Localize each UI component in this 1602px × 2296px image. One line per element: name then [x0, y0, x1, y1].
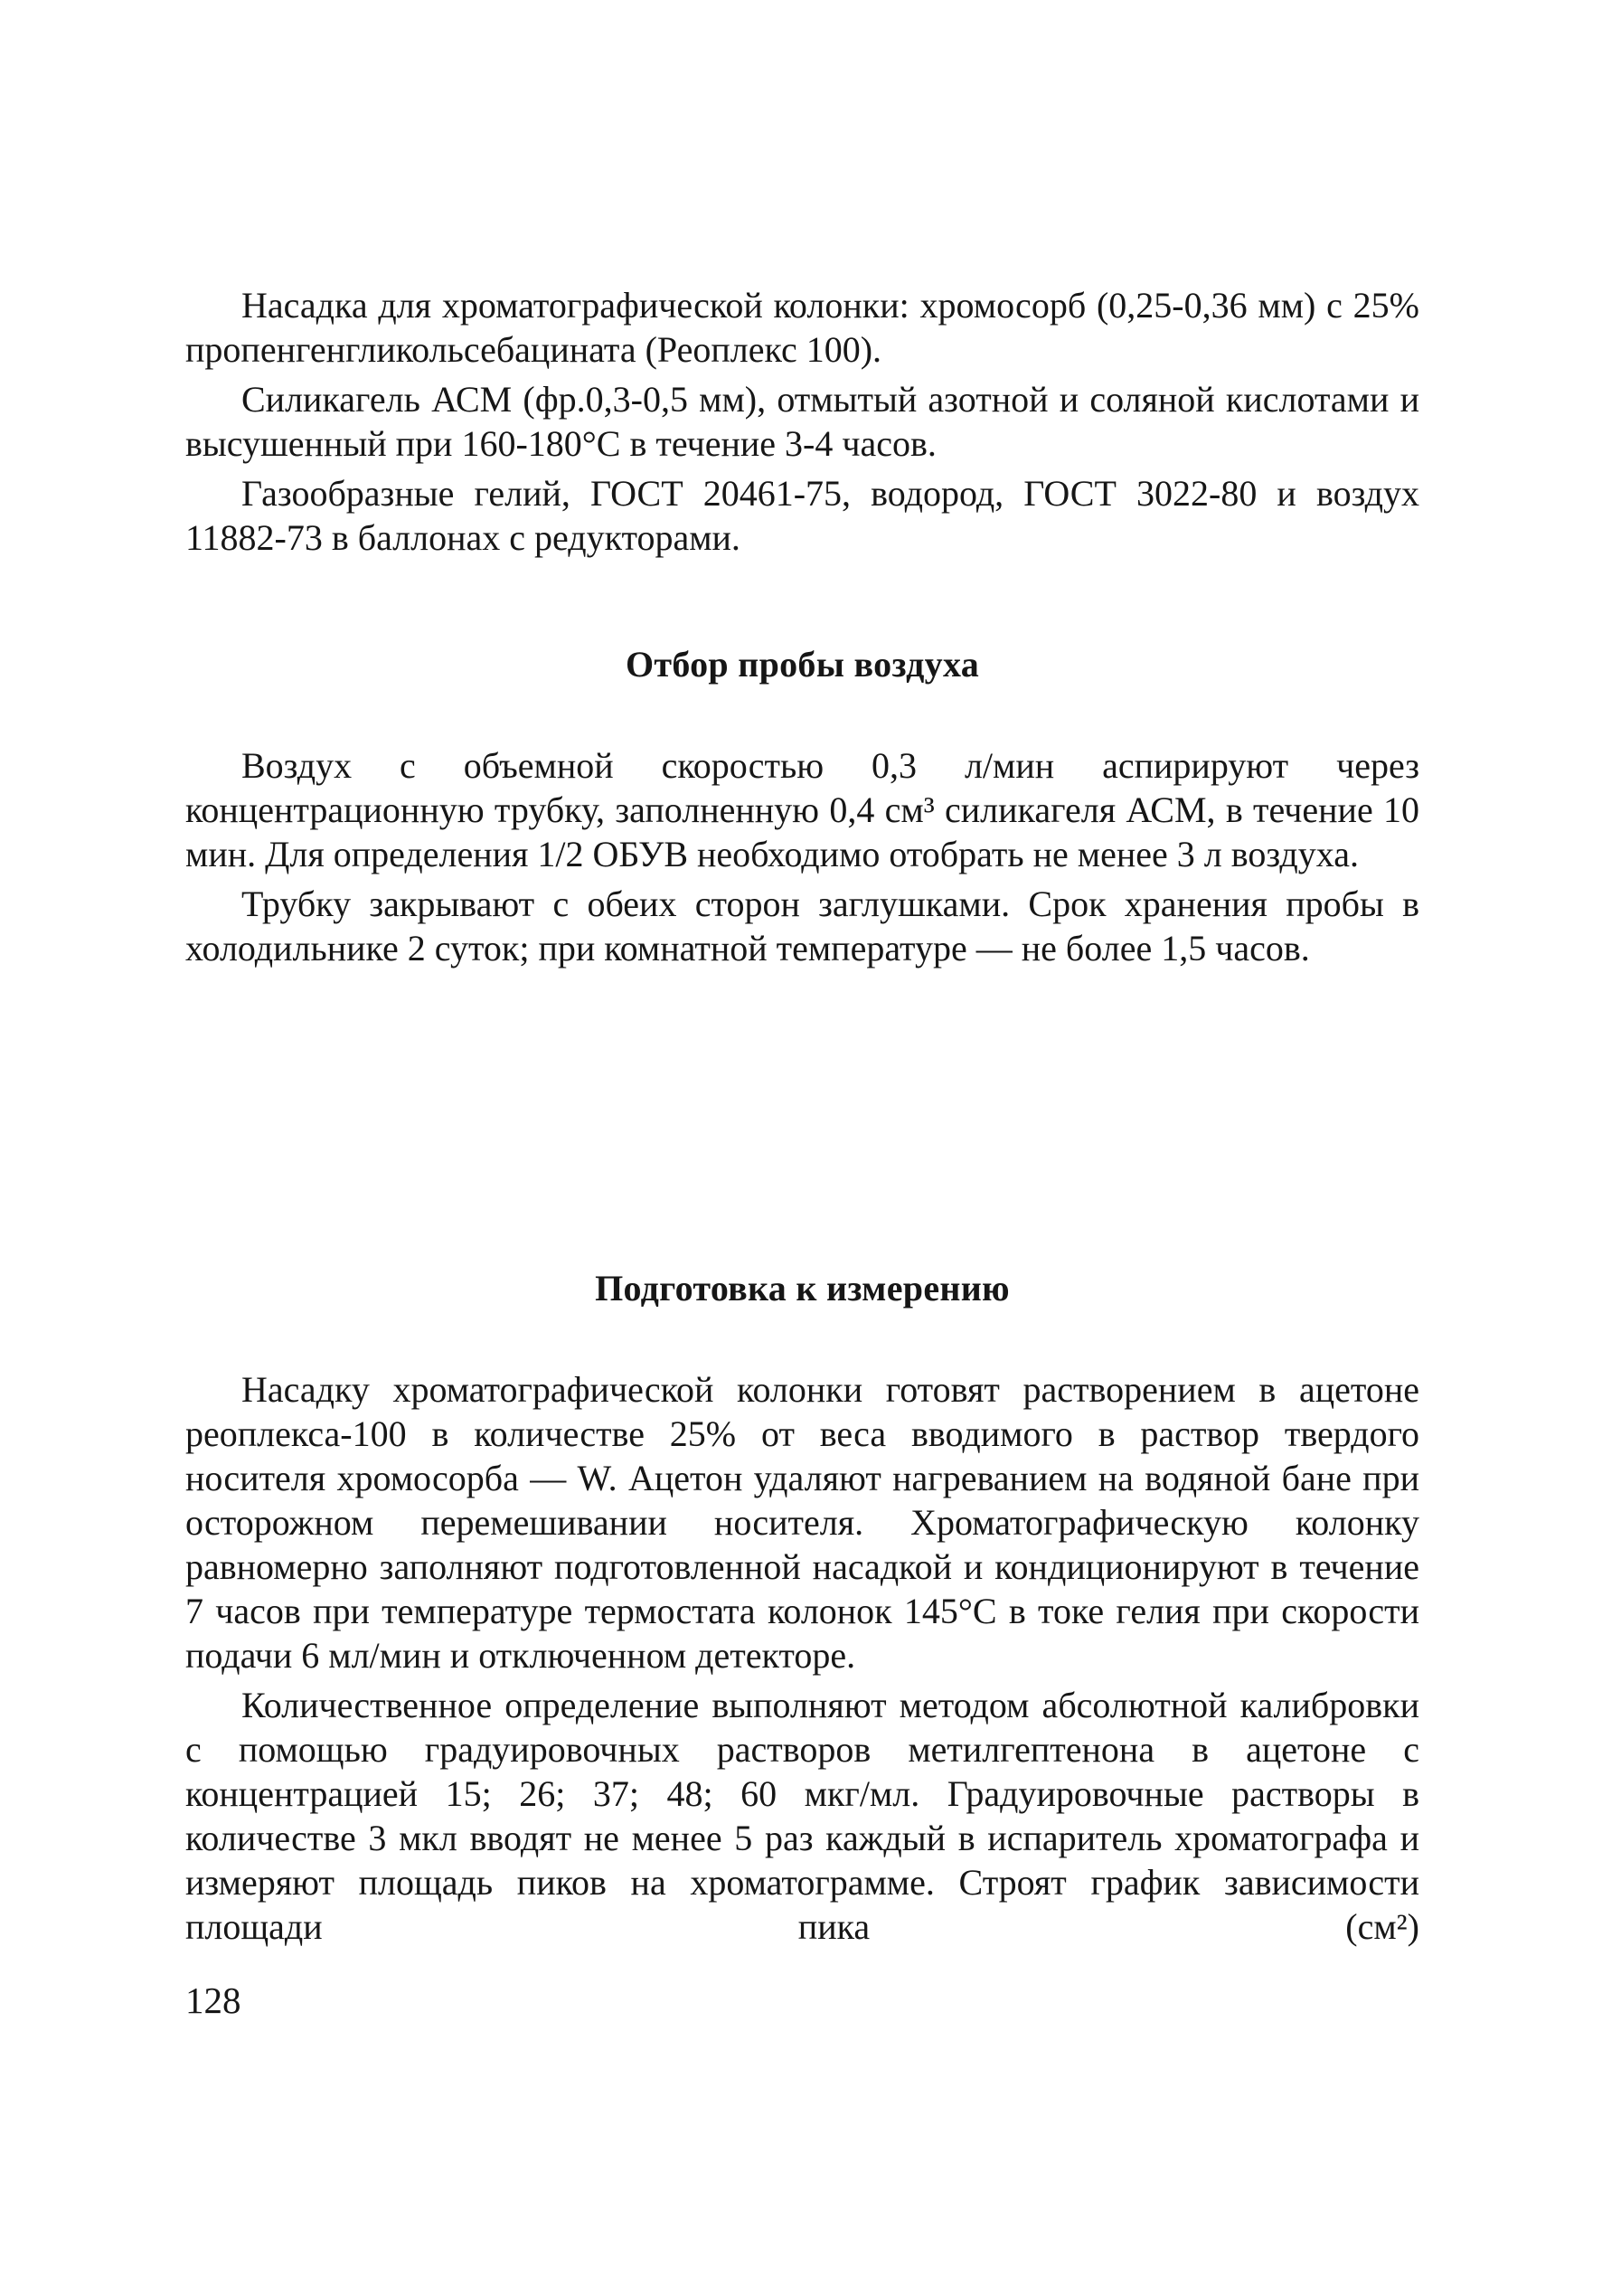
preparation-section: [185, 1266, 1419, 1949]
sampling-heading: Отбор пробы воздуха: [625, 644, 980, 685]
preparation-paragraph-1: Насадку хроматографической колонки готовят растворением в ацетоне реоплекса-100 в количестве 25% от веса вводимого в раствор твердого носителя хромосорба — W. Ацетон удаляют нагреванием на водяной бане при осторожном перемешивании носителя. Хроматографическую колонку равномерно заполняют подготовленной насадкой и кондиционируют в течение 7 часов при температуре термостата колонок 145°С в токе гелия при скорости подачи 6 мл/мин и отключенном детекторе.: [185, 1369, 1419, 1676]
page-number: 128: [185, 1979, 241, 2021]
preparation-paragraph-2: Количественное определение выполняют методом абсолютной калибровки с помощью градуировочных растворов метилгептенона в ацетоне с концентрацией 15; 26; 37; 48; 60 мкг/мл. Градуировочные растворы в количестве 3 мкл вводят не менее 5 раз каждый в испаритель хроматографа и измеряют площадь пиков на хроматограмме. Строят график зависимости площади пика (см²): [185, 1685, 1419, 1947]
materials-section: [185, 283, 1419, 560]
sampling-paragraph-1: Воздух с объемной скоростью 0,3 л/мин аспирируют через концентрационную трубку, заполненную 0,4 см³ силикагеля АСМ, в течение 10 мин. Для определения 1/2 ОБУВ необходимо отобрать не менее 3 л воздуха.: [185, 745, 1419, 874]
sampling-section: [185, 642, 1419, 970]
gases-paragraph: Газообразные гелий, ГОСТ 20461-75, водород, ГОСТ 3022-80 и воздух 11882-73 в баллонах с редукторами.: [185, 473, 1419, 558]
sampling-paragraph-2: Трубку закрывают с обеих сторон заглушками. Срок хранения пробы в холодильнике 2 суток; при комнатной температуре — не более 1,5 часов.: [185, 883, 1419, 968]
column-packing-paragraph: Насадка для хроматографической колонки: хромосорб (0,25-0,36 мм) с 25% пропенгенгликольсебацината (Реоплекс 100).: [185, 285, 1419, 370]
preparation-heading: Подготовка к измерению: [595, 1268, 1010, 1309]
silica-gel-paragraph: Силикагель АСМ (фр.0,3-0,5 мм), отмытый азотной и соляной кислотами и высушенный при 160-180°С в течение 3-4 часов.: [185, 379, 1419, 464]
